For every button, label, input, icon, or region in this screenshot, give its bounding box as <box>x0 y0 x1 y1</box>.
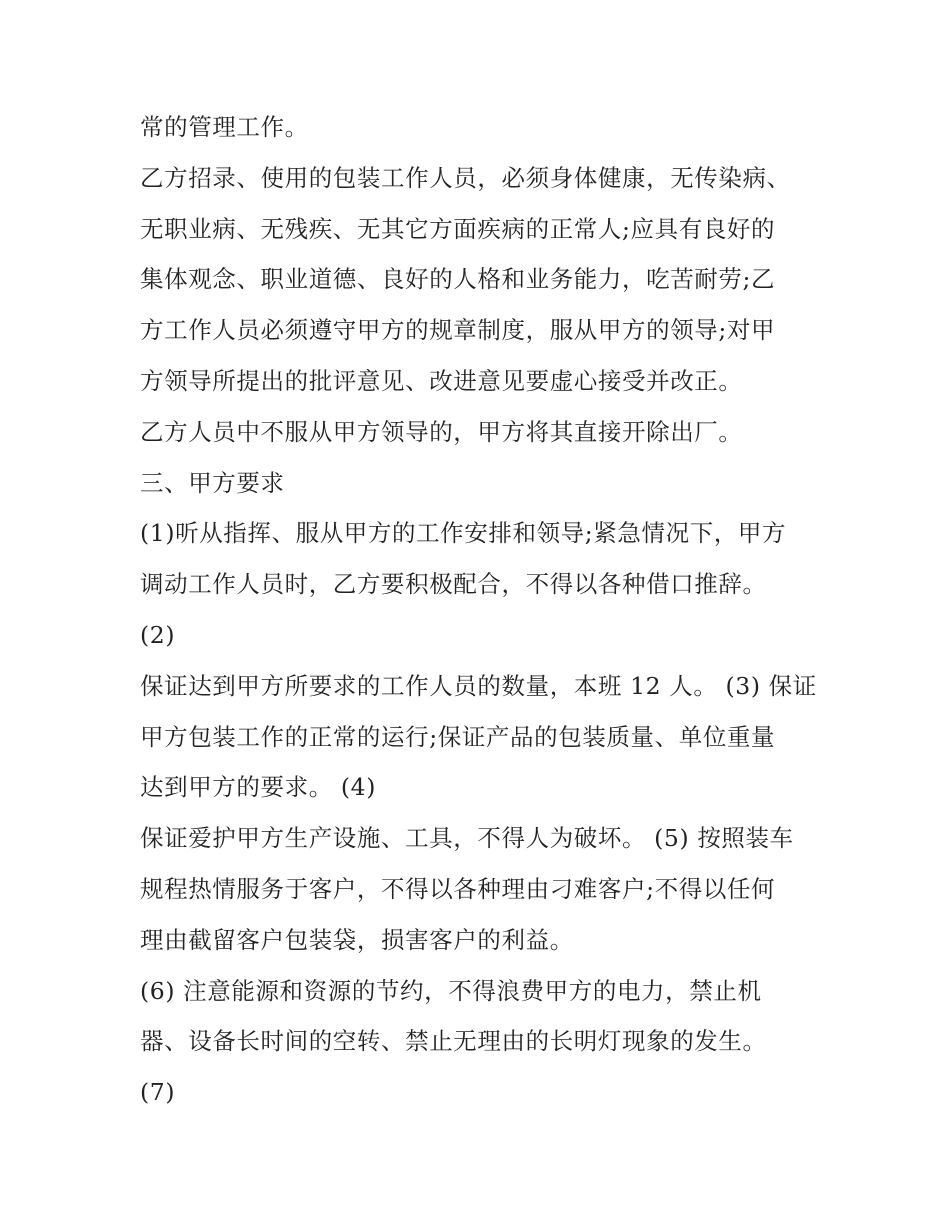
text-line: 理由截留客户包装袋，损害客户的利益。 <box>140 925 574 954</box>
text-line: (7) <box>140 1078 176 1107</box>
text-line: 方工作人员必须遵守甲方的规章制度，服从甲方的领导;对甲 <box>140 316 776 345</box>
text-line: (2) <box>140 620 176 649</box>
text-line: 方领导所提出的批评意见、改进意见要虚心接受并改正。 <box>140 366 743 395</box>
text-line: 集体观念、职业道德、良好的人格和业务能力，吃苦耐劳;乙 <box>140 265 776 294</box>
section-heading: 三、甲方要求 <box>140 468 285 497</box>
text-line: 器、设备长时间的空转、禁止无理由的长明灯现象的发生。 <box>140 1027 767 1056</box>
text-line: (6) 注意能源和资源的节约，不得浪费甲方的电力，禁止机 <box>140 976 762 1005</box>
text-line: (1)听从指挥、服从甲方的工作安排和领导;紧急情况下，甲方 <box>140 519 787 548</box>
text-line: 无职业病、无残疾、无其它方面疾病的正常人;应具有良好的 <box>140 214 776 243</box>
text-line: 乙方招录、使用的包装工作人员，必须身体健康，无传染病、 <box>140 163 791 192</box>
text-line: 达到甲方的要求。 (4) <box>140 773 376 802</box>
document-body <box>140 102 820 1118</box>
text-line: 甲方包装工作的正常的运行;保证产品的包装质量、单位重量 <box>140 722 776 751</box>
text-line: 保证达到甲方所要求的工作人员的数量，本班 12 人。 (3) 保证 <box>140 671 817 700</box>
text-line: 乙方人员中不服从甲方领导的，甲方将其直接开除出厂。 <box>140 417 743 446</box>
text-line: 保证爱护甲方生产设施、工具，不得人为破坏。 (5) 按照装车 <box>140 824 794 853</box>
text-line: 常的管理工作。 <box>140 113 309 141</box>
text-line: 调动工作人员时，乙方要积极配合，不得以各种借口推辞。 <box>140 570 767 599</box>
text-line: 规程热情服务于客户，不得以各种理由刁难客户;不得以任何 <box>140 874 776 903</box>
